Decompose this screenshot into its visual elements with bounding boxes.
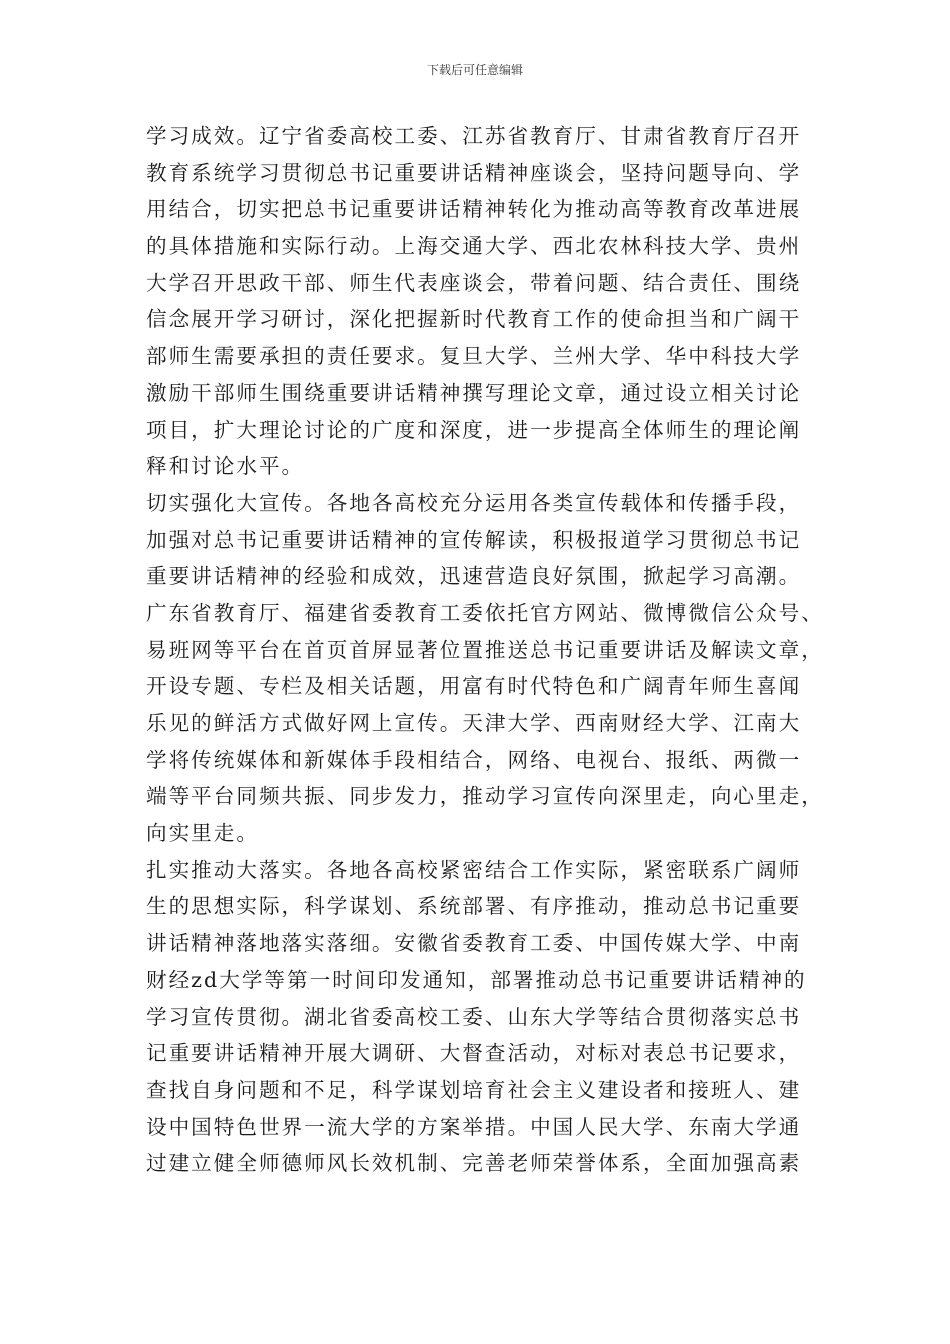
text-line: 过建立健全师德师风长效机制、完善老师荣誉体系，全面加强高素 <box>146 1151 802 1176</box>
text-line: 的具体措施和实际行动。上海交通大学、西北农林科技大学、贵州 <box>146 234 802 259</box>
text-line: 重要讲话精神的经验和成效，迅速营造良好氛围，掀起学习高潮。 <box>146 564 802 589</box>
text-line: 开设专题、专栏及相关话题，用富有时代特色和广阔青年师生喜闻 <box>146 674 802 699</box>
text-line: 大学召开思政干部、师生代表座谈会，带着问题、结合责任、围绕 <box>146 270 802 295</box>
text-line: 易班网等平台在首页首屏显著位置推送总书记重要讲话及解读文章， <box>146 637 824 662</box>
text-line: 激励干部师生围绕重要讲话精神撰写理论文章，通过设立相关讨论 <box>146 380 802 405</box>
document-body <box>146 118 826 1182</box>
text-line: 查找自身问题和不足，科学谋划培育社会主义建设者和接班人、建 <box>146 1077 802 1102</box>
text-line: 部师生需要承担的责任要求。复旦大学、兰州大学、华中科技大学 <box>146 344 802 369</box>
text-line: 讲话精神落地落实落细。安徽省委教育工委、中国传媒大学、中南 <box>146 931 802 956</box>
text-line: 乐见的鲜活方式做好网上宣传。天津大学、西南财经大学、江南大 <box>146 711 802 735</box>
text-line: 加强对总书记重要讲话精神的宣传解读，积极报道学习贯彻总书记 <box>146 527 802 552</box>
text-line: 生的思想实际，科学谋划、系统部署、有序推动，推动总书记重要 <box>146 894 802 919</box>
text-line: 端等平台同频共振、同步发力，推动学习宣传向深里走，向心里走， <box>146 784 824 809</box>
page-header: 下载后可任意编辑 <box>426 63 523 77</box>
text-line: 释和讨论水平。 <box>146 454 305 479</box>
text-line: 项目，扩大理论讨论的广度和深度，进一步提高全体师生的理论阐 <box>146 417 802 442</box>
text-line: 财经zd大学等第一时间印发通知，部署推动总书记重要讲话精神的 <box>146 967 807 992</box>
text-line: 信念展开学习研讨，深化把握新时代教育工作的使命担当和广阔干 <box>146 307 802 332</box>
text-line: 扎实推动大落实。各地各高校紧密结合工作实际，紧密联系广阔师 <box>146 857 802 882</box>
text-line: 广东省教育厅、福建省委教育工委依托官方网站、微博微信公众号、 <box>146 600 824 625</box>
text-line: 用结合，切实把总书记重要讲话精神转化为推动高等教育改革进展 <box>146 197 802 222</box>
text-line: 学习成效。辽宁省委高校工委、江苏省教育厅、甘肃省教育厅召开 <box>146 124 802 148</box>
text-line: 记重要讲话精神开展大调研、大督查活动，对标对表总书记要求， <box>146 1041 802 1066</box>
text-line: 切实强化大宣传。各地各高校充分运用各类宣传载体和传播手段， <box>146 490 802 515</box>
text-line: 设中国特色世界一流大学的方案举措。中国人民大学、东南大学通 <box>146 1114 802 1139</box>
text-line: 学将传统媒体和新媒体手段相结合，网络、电视台、报纸、两微一 <box>146 747 802 772</box>
text-line: 向实里走。 <box>146 821 259 846</box>
text-line: 学习宣传贯彻。湖北省委高校工委、山东大学等结合贯彻落实总书 <box>146 1004 802 1029</box>
text-line: 教育系统学习贯彻总书记重要讲话精神座谈会，坚持问题导向、学 <box>146 160 802 185</box>
